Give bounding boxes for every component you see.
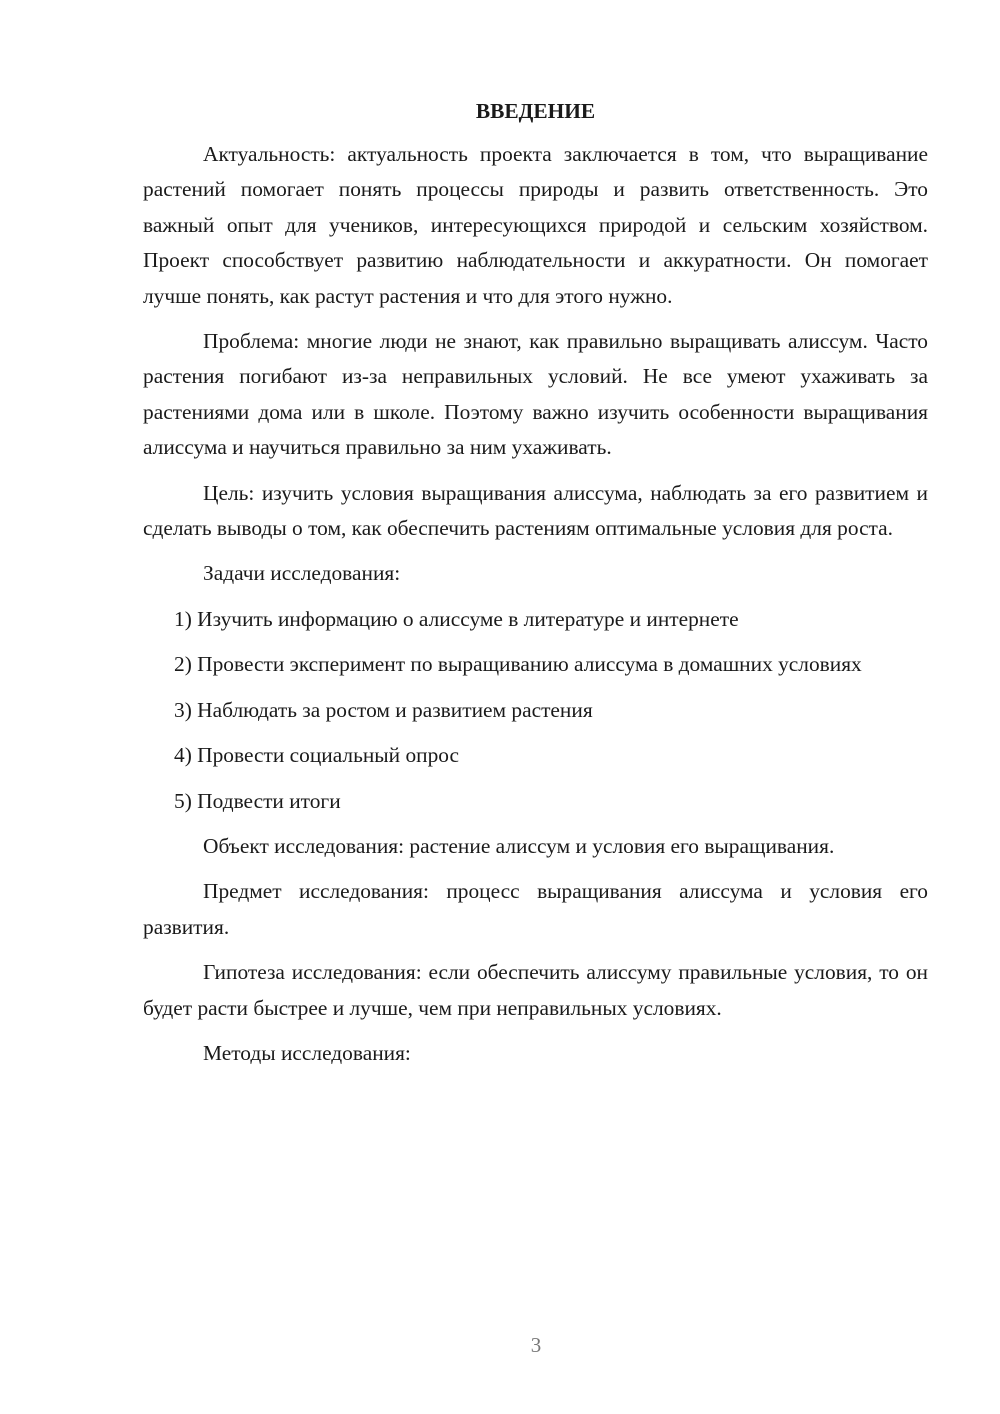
tasks-heading: Задачи исследования: <box>203 561 401 586</box>
page-number: 3 <box>530 1333 542 1357</box>
task-item-1: 1) Изучить информацию о алиссуме в литературе и интернете <box>174 606 739 631</box>
section-title: ВВЕДЕНИЕ <box>475 99 596 123</box>
task-item-4: 4) Провести социальный опрос <box>174 743 460 768</box>
task-item-2: 2) Провести эксперимент по выращиванию алиссума в домашних условиях <box>174 652 862 677</box>
object-paragraph: Объект исследования: растение алиссум и условия его выращивания. <box>203 833 835 858</box>
document-page <box>143 95 928 1081</box>
methods-heading: Методы исследования: <box>203 1040 411 1065</box>
hypothesis-paragraph: Гипотеза исследования: если обеспечить алиссуму правильные условия, то он будет расти быстрее и лучше, чем при неправильных условиях. <box>143 960 928 1020</box>
subject-paragraph: Предмет исследования: процесс выращивания алиссума и условия его развития. <box>143 879 928 939</box>
goal-paragraph: Цель: изучить условия выращивания алиссума, наблюдать за его развитием и сделать выводы о том, как обеспечить растениям оптимальные условия для роста. <box>143 480 928 541</box>
problem-paragraph: Проблема: многие люди не знают, как правильно выращивать алиссум. Часто растения погибают из-за неправильных условий. Не все умеют ухаживать за растениями дома или в школе. Поэтому важно изучить особенности выращивания алиссума и научиться правильно за ним ухаживать. <box>143 329 928 460</box>
task-item-5: 5) Подвести итоги <box>174 788 341 813</box>
relevance-paragraph: Актуальность: актуальность проекта заключается в том, что выращивание растений помогает понять процессы природы и развить ответственность. Это важный опыт для учеников, интересующихся природой и сельским хозяйством. Проект способствует развитию наблюдательности и аккуратности. Он помогает лучше понять, как растут растения и что для этого нужно. <box>143 142 928 308</box>
task-item-3: 3) Наблюдать за ростом и развитием растения <box>174 697 593 722</box>
